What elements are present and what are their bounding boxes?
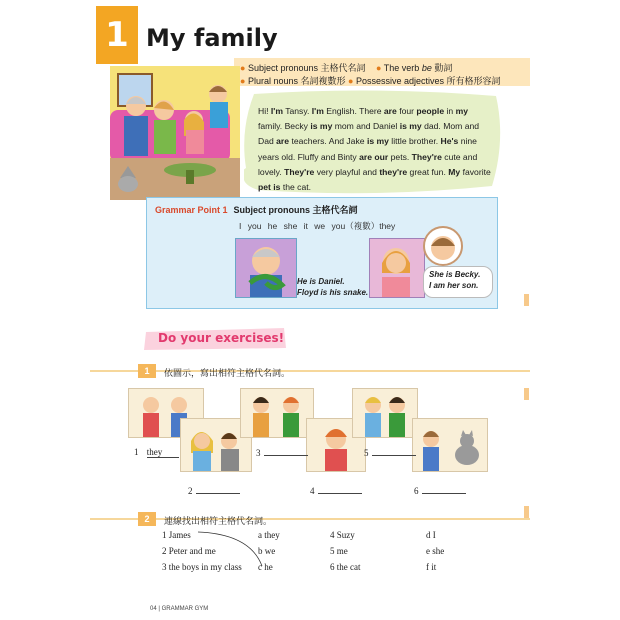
match-option[interactable]: c he — [258, 562, 273, 572]
match-item[interactable]: 4 Suzy — [330, 530, 355, 540]
exercise-number: 2 — [138, 512, 156, 526]
topic-item: ● Subject pronouns 主格代名詞 — [240, 63, 366, 73]
topic-item: ● The verb be 動詞 — [376, 63, 453, 73]
topic-item: ● Possessive adjectives 所有格形容詞 — [348, 76, 501, 86]
answer-blank-1[interactable]: 1 they — [134, 447, 179, 458]
chapter-number: 1 — [96, 6, 138, 64]
match-item[interactable]: 2 Peter and me — [162, 546, 216, 556]
match-item[interactable]: 3 the boys in my class — [162, 562, 242, 572]
exercises-banner: Do your exercises! — [140, 326, 290, 352]
topic-item: ● Plural nouns 名詞複數形 — [240, 76, 346, 86]
exercise-instruction: 依圖示，寫出相符主格代名詞。 — [164, 368, 291, 378]
match-item[interactable]: 5 me — [330, 546, 348, 556]
answer-text: they — [147, 447, 179, 458]
match-option[interactable]: d I — [426, 530, 436, 540]
answer-blank-6[interactable]: 6 — [414, 485, 466, 496]
intro-paragraph: Hi! I'm Tansy. I'm English. There are four people in my family. Becky is my mom and Daniel is my dad. Mom and Dad are teachers. And Jake is my little brother. He's nine years old. Fluffy and Binty are our pets. They're cute and lovely. They're very playful and they're great fun. My favorite pet is the cat. — [258, 106, 491, 193]
grammar-point-heading: Grammar Point 1 Subject pronouns 主格代名詞 — [155, 205, 358, 215]
daniel-caption: He is Daniel. Floyd is his snake. — [297, 277, 369, 297]
exercise-number: 1 — [138, 364, 156, 378]
page-title: My family — [146, 24, 278, 52]
answer-blank-3[interactable]: 3 — [256, 447, 308, 458]
match-option[interactable]: b we — [258, 546, 276, 556]
answer-blank-2[interactable]: 2 — [188, 485, 240, 496]
answer-blank-4[interactable]: 4 — [310, 485, 362, 496]
match-item[interactable]: 6 the cat — [330, 562, 361, 572]
answer-blank-5[interactable]: 5 — [364, 447, 416, 458]
match-option[interactable]: f it — [426, 562, 437, 572]
exercise-instruction: 連線找出相符主格代名詞。 — [164, 516, 273, 526]
page-footer: 04 | GRAMMAR GYM — [150, 606, 209, 612]
match-option[interactable]: a they — [258, 530, 280, 540]
match-option[interactable]: e she — [426, 546, 445, 556]
becky-caption: She is Becky. I am her son. — [429, 270, 481, 290]
pronoun-list: I you he she it we you（複數）they — [239, 221, 396, 231]
match-item[interactable]: 1 James — [162, 530, 191, 540]
